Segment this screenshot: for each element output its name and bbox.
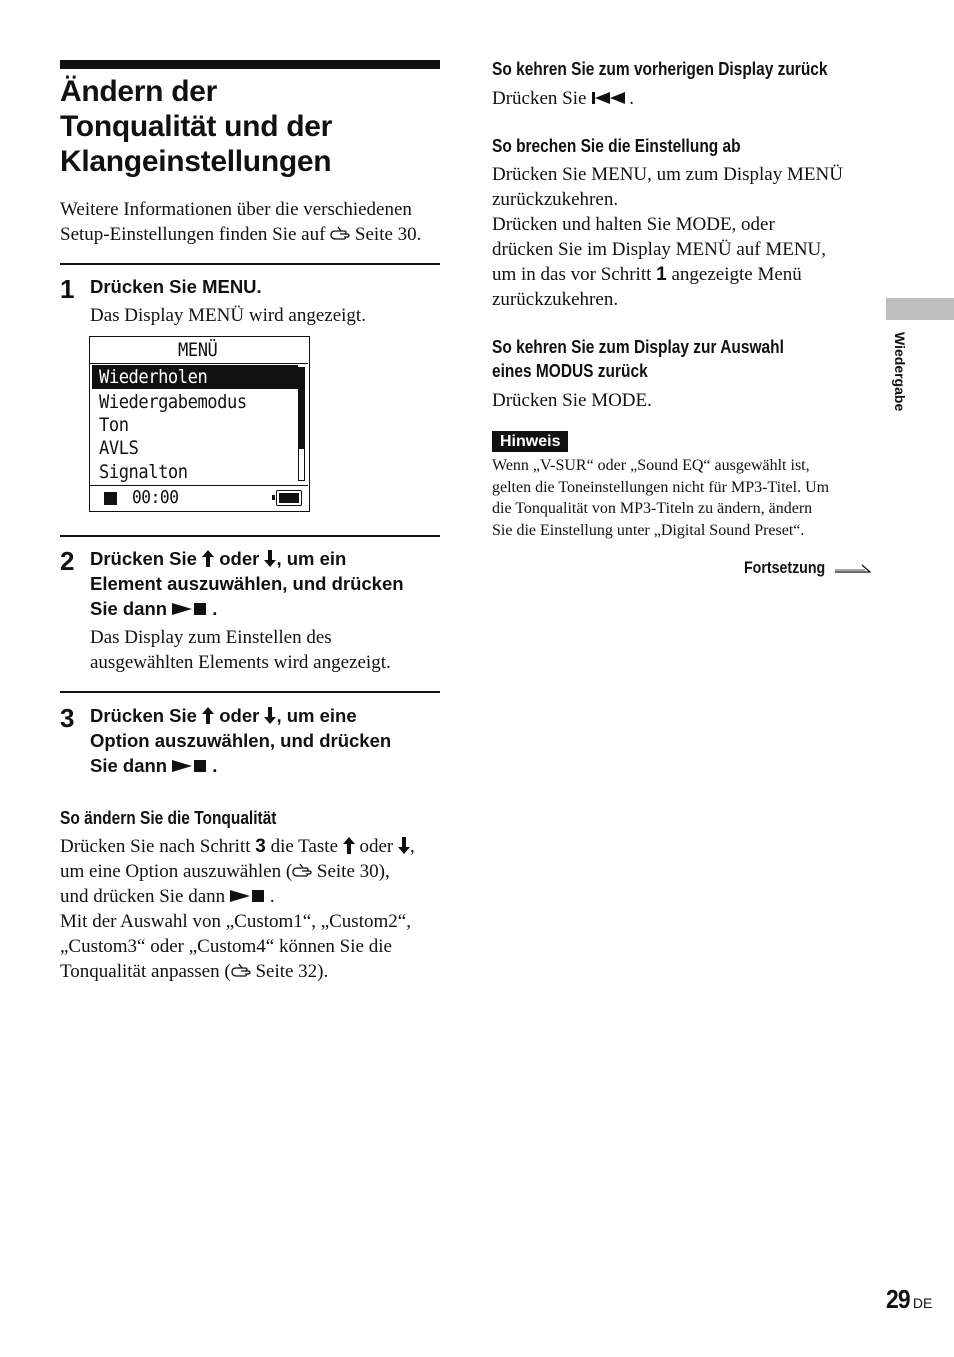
lcd-menu-list xyxy=(90,365,298,485)
zurueck-heading: So kehren Sie zum vorherigen Display zurück xyxy=(492,59,828,79)
title-line-3: Klangeinstellungen xyxy=(60,145,332,178)
previous-track-icon xyxy=(591,90,629,106)
reference-hand-icon xyxy=(330,226,350,242)
battery-icon xyxy=(276,490,302,506)
stop-icon xyxy=(104,492,117,505)
down-arrow-icon xyxy=(398,837,410,854)
lcd-title: MENÜ xyxy=(178,339,218,361)
step3-rule xyxy=(60,691,440,693)
up-arrow-icon xyxy=(202,550,214,567)
tonqualitaet-heading: So ändern Sie die Tonqualität xyxy=(60,808,277,828)
fortsetzung-note[interactable] xyxy=(744,556,874,580)
step-3-heading: Drücken Sie oder , um eine Option auszuwählen, und drücken Sie dann . xyxy=(90,705,392,776)
step-3-number: 3 xyxy=(60,703,75,733)
play-stop-icon xyxy=(172,758,212,774)
title-line-2: Tonqualität und der xyxy=(60,110,333,143)
lcd-time: 00:00 xyxy=(132,487,179,508)
lcd-menu-item[interactable]: Wiedergabemodus xyxy=(99,391,247,413)
abbrechen-heading: So brechen Sie die Einstellung ab xyxy=(492,136,741,156)
continue-arrow-icon xyxy=(835,564,871,574)
page-number xyxy=(886,1284,932,1315)
up-arrow-icon xyxy=(202,707,214,724)
modus-heading: So kehren Sie zum Display zur Auswahl eines MODUS zurück xyxy=(492,337,784,381)
step-2-number: 2 xyxy=(60,546,75,576)
step2-rule xyxy=(60,535,440,537)
intro-line-1: Weitere Informationen über die verschiedenen xyxy=(60,199,412,220)
side-tab-label: Wiedergabe xyxy=(892,332,908,412)
intro-line-2: Setup-Einstellungen finden Sie auf Seite 30. xyxy=(60,224,422,245)
up-arrow-icon xyxy=(343,837,355,854)
title-line-1: Ändern der xyxy=(60,75,218,108)
down-arrow-icon xyxy=(264,707,276,724)
side-tab-marker xyxy=(886,298,954,320)
tonqualitaet-text: Drücken Sie nach Schritt 3 die Taste oder , um eine Option auszuwählen ( Seite 30), und drücken Sie dann . Mit der Auswahl von „Custom1“, „Custom2“, „Custom3“ oder „Custom4“ können Sie die Tonqualität anpassen ( Seite 32). xyxy=(60,836,415,982)
step-1-number: 1 xyxy=(60,274,75,304)
play-stop-icon xyxy=(172,601,212,617)
lcd-menu-item[interactable]: Wiederholen xyxy=(99,366,208,388)
lcd-menu-display xyxy=(89,336,310,512)
reference-hand-icon xyxy=(292,863,312,879)
play-stop-icon xyxy=(230,888,270,904)
lcd-scrollbar-thumb[interactable] xyxy=(299,368,304,449)
step-2-heading: Drücken Sie oder , um ein Element auszuwählen, und drücken Sie dann . xyxy=(90,548,404,619)
lcd-scrollbar-track[interactable] xyxy=(298,367,305,481)
reference-hand-icon xyxy=(231,963,251,979)
step1-rule xyxy=(60,263,440,265)
lcd-menu-item[interactable]: Signalton xyxy=(99,461,188,483)
modus-text: Drücken Sie MODE. xyxy=(492,390,652,411)
page-title xyxy=(60,74,450,179)
zurueck-text: Drücken Sie . xyxy=(492,88,634,109)
title-rule xyxy=(60,60,440,69)
lcd-menu-item[interactable]: Ton xyxy=(99,414,129,436)
hinweis-label: Hinweis xyxy=(492,431,568,452)
step-1-heading: Drücken Sie MENU. xyxy=(90,276,262,297)
lcd-title-bar xyxy=(90,337,308,364)
hinweis-text: Wenn „V-SUR“ oder „Sound EQ“ ausgewählt ist, gelten die Toneinstellungen nicht für MP3-Titel. Um die Tonqualität von MP3-Titeln zu ändern, ändern Sie die Einstellung unter „Digital Sound Preset“. xyxy=(492,457,830,540)
down-arrow-icon xyxy=(264,550,276,567)
step-1-text: Das Display MENÜ wird angezeigt. xyxy=(90,305,366,326)
page-language: DE xyxy=(912,1295,933,1311)
intro-paragraph xyxy=(60,197,450,247)
lcd-menu-item[interactable]: AVLS xyxy=(99,437,139,459)
fortsetzung-label: Fortsetzung xyxy=(744,559,826,577)
page-number-value: 29 xyxy=(886,1284,910,1314)
step-2-text: Das Display zum Einstellen des ausgewählten Elements wird angezeigt. xyxy=(90,627,391,673)
abbrechen-text: Drücken Sie MENU, um zum Display MENÜ zurückzukehren. Drücken und halten Sie MODE, oder drücken Sie im Display MENÜ auf MENU, um in das vor Schritt 1 angezeigte Menü zurückzukehren. xyxy=(492,164,843,310)
lcd-status-bar xyxy=(90,485,308,511)
